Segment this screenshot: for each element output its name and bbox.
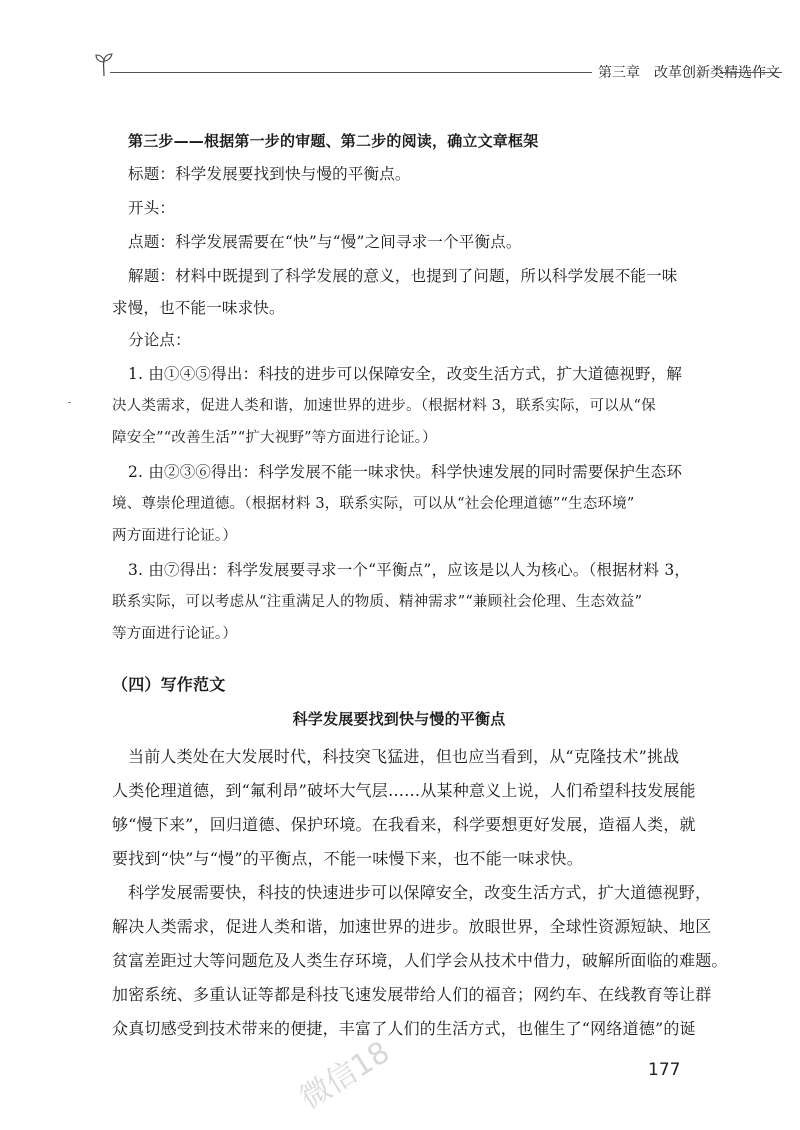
sub-point-3-line-2: 联系实际，可以考虑从“注重满足人的物质、精神需求”“兼顾社会伦理、生态效益”: [112, 594, 643, 610]
sub-point-1-line-2: 决人类需求，促进人类和谐，加速世界的进步。（根据材料 3，联系实际，可以从“保: [112, 398, 656, 414]
explain-line-1: 解题：材料中既提到了科学发展的意义，也提到了问题，所以科学发展不能一味: [128, 267, 678, 285]
sub-point-1-line-1: 1. 由①④⑤得出：科技的进步可以保障安全，改变生活方式，扩大道德视野，解: [128, 365, 683, 383]
paragraph-2-line-1: 科学发展需要快，科技的快速进步可以保障安全，改变生活方式，扩大道德视野，: [128, 883, 712, 902]
chapter-title: 改革创新类精选作文: [654, 65, 780, 81]
watermark: 微信18: [294, 1034, 397, 1117]
chapter-label: 第三章: [598, 65, 640, 81]
paragraph-2-line-5: 众真切感受到技术带来的便捷，丰富了人们的生活方式，也催生了“网络道德”的诞: [112, 1019, 696, 1038]
sub-point-2-line-1: 2. 由②③⑥得出：科学发展不能一味求快。科学快速发展的同时需要保护生态环: [128, 463, 683, 481]
paragraph-1-line-3: 够“慢下来”，回归道德、保护环境。在我看来，科学要想更好发展，造福人类，就: [112, 815, 696, 834]
sub-points-label: 分论点：: [128, 331, 191, 349]
sub-point-2-line-3: 两方面进行论证。）: [112, 528, 238, 544]
sub-point-1-line-3: 障安全”“改善生活”“扩大视野”等方面进行论证。）: [112, 430, 437, 446]
paragraph-2-line-2: 解决人类需求，促进人类和谐，加速世界的进步。放眼世界，全球性资源短缺、地区: [112, 917, 712, 936]
point-line: 点题：科学发展需要在“快”与“慢”之间寻求一个平衡点。: [128, 233, 522, 251]
header-rule-right: [720, 72, 782, 73]
explain-line-2: 求慢，也不能一味求快。: [112, 299, 285, 317]
sub-point-3-line-3: 等方面进行论证。）: [112, 626, 238, 642]
paragraph-2-line-3: 贫富差距过大等问题危及人类生存环境，人们学会从技术中借力，破解所面临的难题。: [112, 951, 728, 970]
page-number: 177: [648, 1060, 681, 1080]
paragraph-1-line-1: 当前人类处在大发展时代，科技突飞猛进，但也应当看到，从“克隆技术”挑战: [128, 747, 680, 766]
sprout-icon: [92, 52, 118, 78]
essay-title: 科学发展要找到快与慢的平衡点: [292, 710, 506, 728]
paragraph-1-line-4: 要找到“快”与“慢”的平衡点，不能一味慢下来，也不能一味求快。: [112, 849, 583, 868]
section-title: （四）写作范文: [112, 675, 226, 694]
paragraph-1-line-2: 人类伦理道德，到“氟利昂”破坏大气层……从某种意义上说，人们希望科技发展能: [112, 781, 696, 800]
headline: 标题：科学发展要找到快与慢的平衡点。: [128, 165, 411, 183]
page-header: [92, 52, 782, 92]
header-rule-left: [110, 72, 592, 73]
sub-point-2-line-2: 境、尊崇伦理道德。（根据材料 3，联系实际，可以从“社会伦理道德”“生态环境”: [112, 496, 635, 512]
sub-point-3-line-1: 3. 由⑦得出：科学发展要寻求一个“平衡点”，应该是以人为核心。（根据材料 3，: [128, 561, 691, 579]
step-title: 第三步——根据第一步的审题、第二步的阅读，确立文章框架: [128, 132, 539, 150]
margin-mark: [68, 402, 71, 403]
paragraph-2-line-4: 加密系统、多重认证等都是科技飞速发展带给人们的福音；网约车、在线教育等让群: [112, 985, 712, 1004]
opening-label: 开头：: [128, 199, 176, 217]
